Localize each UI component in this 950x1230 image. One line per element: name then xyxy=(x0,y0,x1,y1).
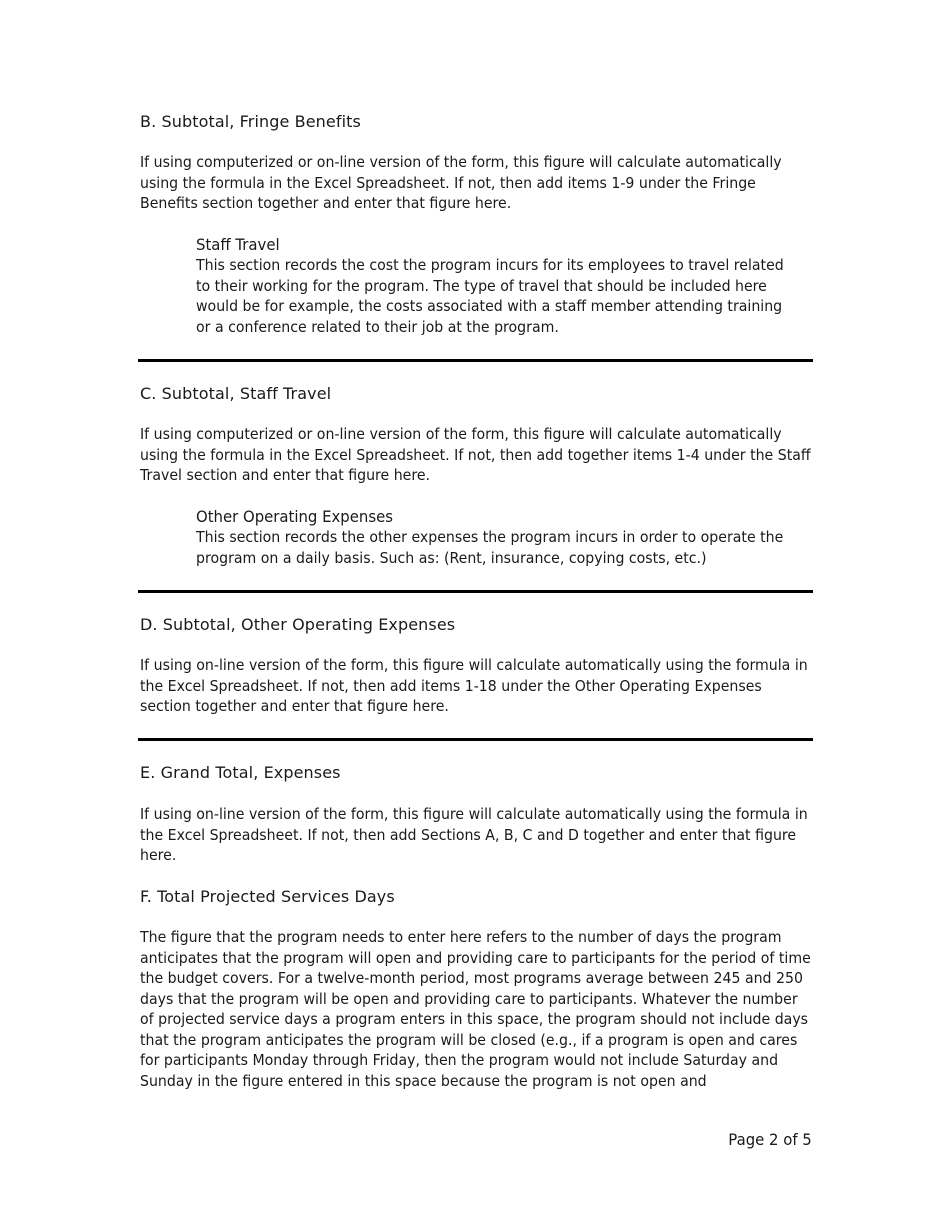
section-divider xyxy=(138,359,813,362)
section-f-title: F. Total Projected Services Days xyxy=(140,887,395,906)
other-operating-text: This section records the other expenses the program incurs in order to operate the program on a daily basis. Such as: (Rent, insurance, copying costs, etc.) xyxy=(196,528,784,567)
page-number: Page 2 of 5 xyxy=(728,1130,812,1149)
section-b-title: B. Subtotal, Fringe Benefits xyxy=(140,112,361,131)
section-c-text: If using computerized or on-line version of the form, this figure will calculate automatically using the formula in the Excel Spreadsheet. If not, then add together items 1-4 under the Staff Travel section and enter that figure here. xyxy=(140,425,811,484)
staff-travel-title: Staff Travel xyxy=(196,235,280,254)
section-f-text: The figure that the program needs to enter here refers to the number of days the program anticipates that the program will open and providing care to participants for the period of time the budget covers. For a twelve-month period, most programs average between 245 and 250 days that the program will be open and providing care to participants. Whatever the number of projected service days a program enters in this space, the program should not include days that the program anticipates the program will be closed (e.g., if a program is open and cares for participants Monday through Friday, then the program would not include Saturday and Sunday in the figure entered in this space because the program is not open and xyxy=(140,928,811,1090)
section-c-title: C. Subtotal, Staff Travel xyxy=(140,384,332,403)
section-e-title: E. Grand Total, Expenses xyxy=(140,763,341,782)
section-d-title: D. Subtotal, Other Operating Expenses xyxy=(140,615,456,634)
section-e-text: If using on-line version of the form, this figure will calculate automatically using the formula in the Excel Spreadsheet. If not, then add Sections A, B, C and D together and enter that figure here. xyxy=(140,805,808,864)
section-b-text: If using computerized or on-line version of the form, this figure will calculate automatically using the formula in the Excel Spreadsheet. If not, then add items 1-9 under the Fringe Benefits section together and enter that figure here. xyxy=(140,153,782,212)
staff-travel-block xyxy=(196,234,801,337)
section-divider xyxy=(138,738,813,741)
section-divider xyxy=(138,590,813,593)
other-operating-block xyxy=(196,506,801,568)
staff-travel-text: This section records the cost the program incurs for its employees to travel related to their working for the program. The type of travel that should be included here would be for example, the costs associated with a staff member attending training or a conference related to their job at the program. xyxy=(196,256,784,336)
other-operating-title: Other Operating Expenses xyxy=(196,507,394,526)
section-d-text: If using on-line version of the form, this figure will calculate automatically using the formula in the Excel Spreadsheet. If not, then add items 1-18 under the Other Operating Expenses section together and enter that figure here. xyxy=(140,656,808,715)
